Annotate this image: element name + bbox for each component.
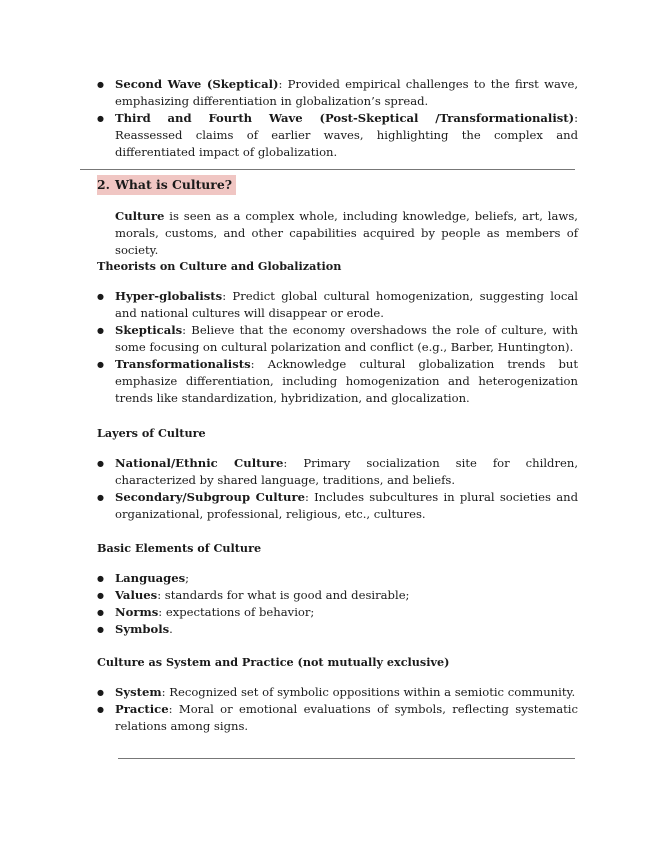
intro-list [97,76,578,161]
term: Symbols [115,622,170,636]
item-text: Reassessed claims of earlier waves, highlighting the complex and differentiated impact of globalization. [115,128,578,159]
item-text: Believe that the economy overshadows the role of culture, with some focusing on cultural polarization and conflict (e.g., Barber, Huntington). [115,323,578,354]
section-divider [80,169,575,170]
term: System [115,685,162,699]
term: Hyper-globalists [115,289,223,303]
term: Practice [115,702,169,716]
definition-text: is seen as a complex whole, including knowledge, beliefs, art, laws, morals, customs, and other capabilities acquired by people as members of society. [115,209,578,257]
list-item [97,587,578,604]
culture-definition [115,208,578,259]
list-item [97,288,578,322]
item-text: Recognized set of symbolic oppositions within a semiotic community. [169,685,576,699]
definition-term: Culture [115,209,165,223]
system-heading: Culture as System and Practice (not mutually exclusive) [97,655,450,669]
term: Transformationalists [115,357,251,371]
separator: . [169,622,173,636]
term: Languages [115,571,186,585]
term: Norms [115,605,159,619]
section-heading [97,175,236,195]
list-item [97,489,578,523]
page-end-divider [118,758,575,759]
term: Third and Fourth Wave (Post-Skeptical /Transformationalist) [115,111,575,125]
layers-list [97,455,578,523]
term: Second Wave (Skeptical) [115,77,279,91]
term: Secondary/Subgroup Culture [115,490,305,504]
separator: : [158,605,166,619]
item-text: Predict global cultural homogenization, suggesting local and national cultures will disappear or erode. [115,289,579,320]
item-text: Moral or emotional evaluations of symbols, reflecting systematic relations among signs. [115,702,579,733]
list-item [97,110,578,161]
item-text: standards for what is good and desirable; [164,588,410,602]
list-item [97,76,578,110]
separator: : [161,685,170,699]
separator: ; [185,571,190,585]
system-list [97,684,578,735]
term: Skepticals [115,323,183,337]
theorists-heading: Theorists on Culture and Globalization [97,259,342,273]
list-item [97,701,578,735]
separator: : [250,357,268,371]
section-title: What is Culture? [115,177,232,192]
list-item [97,604,578,621]
separator: : [304,490,315,504]
separator: : [574,111,578,125]
separator: : [283,456,304,470]
list-item [97,356,578,407]
list-item [97,570,578,587]
separator: : [222,289,233,303]
item-text: Acknowledge cultural globalization trends but emphasize differentiation, including homogenization and heterogenization trends like standardization, hybridization, and glocalization. [115,357,579,405]
layers-heading: Layers of Culture [97,426,206,440]
item-text: Primary socialization site for children, characterized by shared language, traditions, and beliefs. [115,456,579,487]
separator: : [168,702,179,716]
term: Values [115,588,158,602]
section-number: 2. [97,177,110,192]
term: National/Ethnic Culture [115,456,284,470]
list-item [97,322,578,356]
list-item [97,455,578,489]
list-item [97,684,578,701]
theorists-list [97,288,578,407]
item-text: Includes subcultures in plural societies and organizational, professional, religious, etc., cultures. [115,490,579,521]
separator: : [157,588,165,602]
separator: : [182,323,192,337]
item-text: expectations of behavior; [165,605,315,619]
item-text: Provided empirical challenges to the first wave, emphasizing differentiation in globalization’s spread. [115,77,579,108]
separator: : [278,77,288,91]
elements-heading: Basic Elements of Culture [97,541,262,555]
elements-list [97,570,578,638]
list-item [97,621,578,638]
